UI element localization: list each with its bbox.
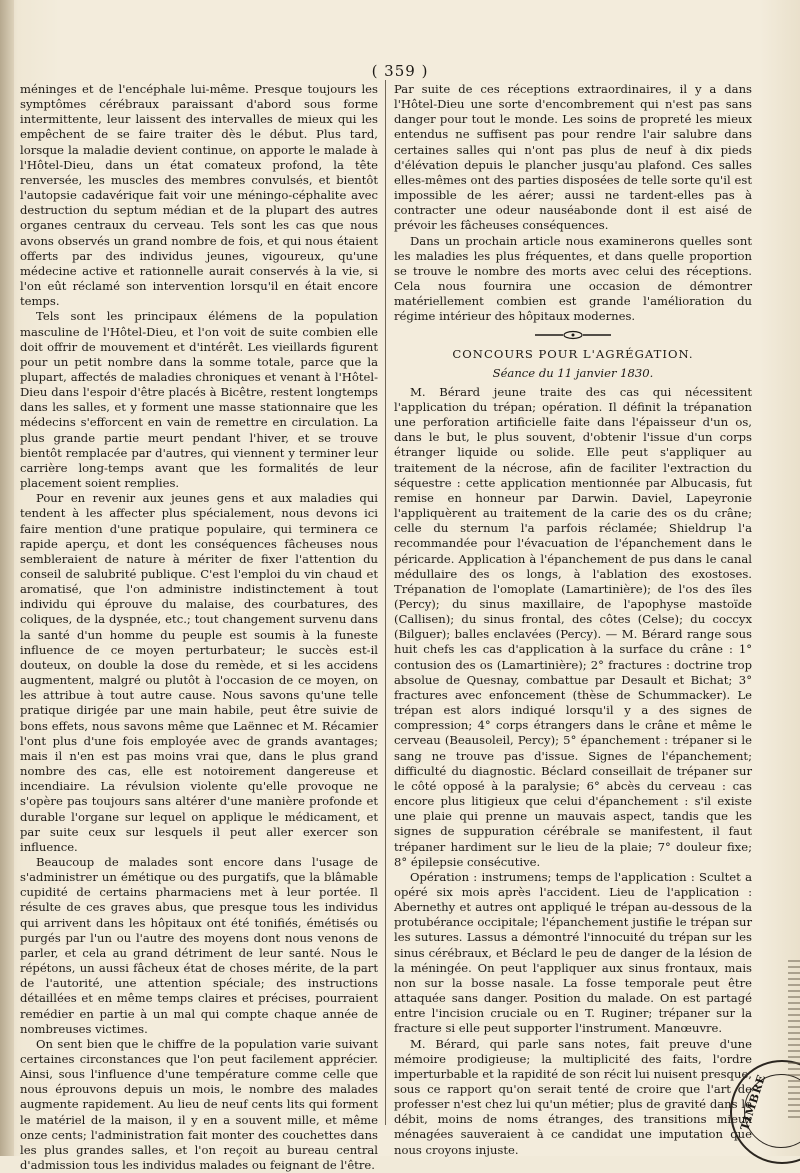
paragraph: Opération : instrumens; temps de l'application : Scultet a opéré six mois après l'accident. Lieu de l'application : Abernethy et autres ont appliqué le trépan au-dessous de la protubérance occipitale; l'épanchement justifie le trépan sur les sutures. Lassus a démontré l'innocuité du trépan sur les sinus cérébraux, et Béclard le peu de danger de la lésion de la méningée. On peut l'appliquer aux sinus frontaux, mais non sur la bosse nasale. La fosse temporale peut être attaquée sans danger. Position du malade. On est partagé entre l'incision cruciale ou en T. Ruginer; trépaner sur la fracture si elle peut supporter l'instrument. Manœuvre.	[394, 869, 752, 1036]
paragraph: Dans un prochain article nous examinerons quelles sont les maladies les plus fréquentes, et dans quelle proportion se trouve le nombre des morts avec celui des réceptions. Cela nous fournira une occasion de démontrer matériellement combien est grande l'amélioration du régime intérieur des hôpitaux modernes.	[394, 233, 752, 324]
right-column	[394, 82, 752, 1158]
paragraph: M. Bérard jeune traite des cas qui nécessitent l'application du trépan; opération. Il définit la trépanation une perforation artificielle faite dans l'épaisseur d'un os, dans le but, le plus souvent, d'obtenir l'issue d'un corps étranger liquide ou solide. Elle peut s'appliquer au traitement de la nécrose, afin de faciliter l'extraction du séquestre : cette application mentionnée par Albucasis, fut remise en honneur par Darwin. Daviel, Lapeyronie l'appliquèrent au traitement de la carie des os du crâne; celle du sternum l'a parfois réclamée; Shieldrup l'a recommandée pour l'évacuation de l'épanchement dans le péricarde. Application à l'épanchement de pus dans le canal médullaire des os longs, à l'ablation des exostoses. Trépanation de l'omoplate (Lamartinière); de l'os des îles (Percy); du sinus maxillaire, de l'apophyse mastoïde (Callisen); du sinus frontal, des côtes (Celse); du coccyx (Bilguer); balles enclavées (Percy). — M. Bérard range sous huit chefs les cas d'application à la surface du crâne : 1° contusion des os (Lamartinière); 2° fractures : doctrine trop absolue de Quesnay, combattue par Desault et Bichat; 3° fractures avec enfoncement (thèse de Schummacker). Le trépan est alors indiqué lorsqu'il y a des signes de compression; 4° corps étrangers dans le crâne et même le cerveau (Beausoleil, Percy); 5° épanchement : trépaner si le sang ne trouve pas d'issue. Signes de l'épanchement; difficulté du diagnostic. Béclard conseillait de trépaner sur le côté opposé à la paralysie; 6° abcès du cerveau : cas encore plus litigieux que celui d'épanchement : s'il existe une plaie qui prenne un mauvais aspect, tandis que les signes de suppuration cérébrale se manifestent, il faut trépaner hardiment sur le lieu de la plaie; 7° douleur fixe; 8° épilepsie consécutive.	[394, 384, 752, 869]
page-edge-marks	[788, 960, 800, 1120]
section-title: CONCOURS POUR L'AGRÉGATION.	[452, 346, 694, 361]
session-date: Séance du 11 janvier 1830.	[492, 365, 654, 380]
stamp-text: TIMBRE	[738, 1072, 769, 1133]
paragraph: M. Bérard, qui parle sans notes, fait preuve d'une mémoire prodigieuse; la multiplicité des faits, l'ordre imperturbable et la rapidité de son récit lui nuisent presque, sous ce rapport qu'on serait tenté de croire que l'art de professer n'est chez lui qu'un métier; plus de gravité dans le débit, moins de noms étranges, des transitions mieux ménagées sauveraient à ce candidat une imputation que nous croyons injuste.	[394, 1036, 752, 1157]
page-number: ( 359 )	[371, 62, 429, 80]
paragraph: On sent bien que le chiffre de la population varie suivant certaines circonstances que l'on peut facilement apprécier. Ainsi, sous l'influence d'une température comme celle que nous éprouvons depuis un mois, le nombre des malades augmente rapidement. Au lieu de neuf cents lits qui forment le matériel de la maison, il y en a souvent mille, et même onze cents; l'administration fait monter des couchettes dans les plus grandes salles, et l'on reçoit au bureau central d'admission tous les individus malades ou feignant de l'être.	[20, 1036, 378, 1173]
paragraph: Par suite de ces réceptions extraordinaires, il y a dans l'Hôtel-Dieu une sorte d'encombrement qui n'est pas sans danger pour tout le monde. Les soins de propreté les mieux entendus ne suffisent pas pour rendre l'air salubre dans certaines salles qui n'ont pas plus de neuf à dix pieds d'élévation depuis le plancher jusqu'au plafond. Ces salles elles-mêmes ont des parties disposées de telle sorte qu'il est impossible de les aérer; aussi ne tardent-elles pas à contracter une odeur nauséabonde dont il est aisé de prévoir les fâcheuses conséquences.	[394, 82, 752, 233]
paragraph: Beaucoup de malades sont encore dans l'usage de s'administrer un émétique ou des purgatifs, que la blâmable cupidité de certains pharmaciens met à leur portée. Il résulte de ces graves abus, que presque tous les individus qui arrivent dans les hôpitaux ont été tonifiés, émétisés ou purgés par l'un ou l'autre des moyens dont nous venons de parler, et cela au grand détriment de leur santé. Nous le répétons, un aussi fâcheux état de choses mérite, de la part de l'autorité, une attention spéciale; des instructions détaillées et en même temps claires et précises, pourraient remédier en partie à un mal qui compte chaque année de nombreuses victimes.	[20, 854, 378, 1036]
paragraph: Tels sont les principaux élémens de la population masculine de l'Hôtel-Dieu, et l'on voit de suite combien elle doit offrir de mouvement et d'intérêt. Les vieillards figurent pour un petit nombre dans la somme totale, parce que la plupart, affectés de maladies chroniques et venant à l'Hôtel-Dieu dans l'espoir d'être placés à Bicêtre, restent longtemps dans les salles, et y forment une masse stationnaire que les médecins s'efforcent en vain de remettre en circulation. La plus grande partie meurt pendant l'hiver, et se trouve bientôt remplacée par d'autres, qui viennent y terminer leur carrière long-temps avant que les formalités de leur placement soient remplies.	[20, 309, 378, 491]
column-divider	[385, 80, 386, 1125]
paragraph: Pour en revenir aux jeunes gens et aux maladies qui tendent à les affecter plus spécialement, nous devons ici faire mention d'une pratique populaire, qui terminera ce rapide aperçu, et dont les conséquences fâcheuses nous sembleraient de nature à mériter de fixer l'attention du conseil de salubrité publique. C'est l'emploi du vin chaud et aromatisé, que l'on administre indistinctement à tout individu qui éprouve du malaise, des courbatures, des coliques, de la dyspnée, etc.; tout changement survenu dans la santé d'un homme du peuple est soumis à la funeste influence de ce moyen perturbateur; le succès est-il douteux, on double la dose du remède, et si les accidens augmentent, malgré ou plutôt à l'occasion de ce moyen, on les attribue à tout autre cause. Nous savons qu'une telle pratique dirigée par une main habile, peut être suivie de bons effets, nous savons même que Laënnec et M. Récamier l'ont plus d'une fois employée avec de grands avantages; mais il n'en est pas moins vrai que, dans le plus grand nombre des cas, elle est notoirement dangereuse et incendiaire. La révulsion violente qu'elle provoque ne s'opère pas toujours sans altérer d'une manière profonde et durable l'organe sur lequel on applique le médicament, et par suite ceux sur lesquels il peut aller exercer son influence.	[20, 491, 378, 854]
left-column	[20, 82, 378, 1173]
paragraph: méninges et de l'encéphale lui-même. Presque toujours les symptômes cérébraux paraissant d'abord sous forme intermittente, leur laissent des intervalles de mieux qui les empêchent de se faire traiter dès le début. Plus tard, lorsque la maladie devient continue, on apporte le malade à l'Hôtel-Dieu, dans un état comateux profond, la tête renversée, les muscles des membres convulsés, et bientôt l'autopsie cadavérique fait voir une méningo-céphalite avec destruction du septum médian et de la plupart des autres organes centraux du cerveau. Tels sont les cas que nous avons observés un grand nombre de fois, et qui nous étaient offerts par des individus jeunes, vigoureux, qu'une médecine active et rationnelle aurait conservés à la vie, si l'on eût réclamé son intervention lorsqu'il en était encore temps.	[20, 82, 378, 309]
ornament-divider	[394, 329, 752, 339]
binding-shadow	[0, 0, 14, 1156]
